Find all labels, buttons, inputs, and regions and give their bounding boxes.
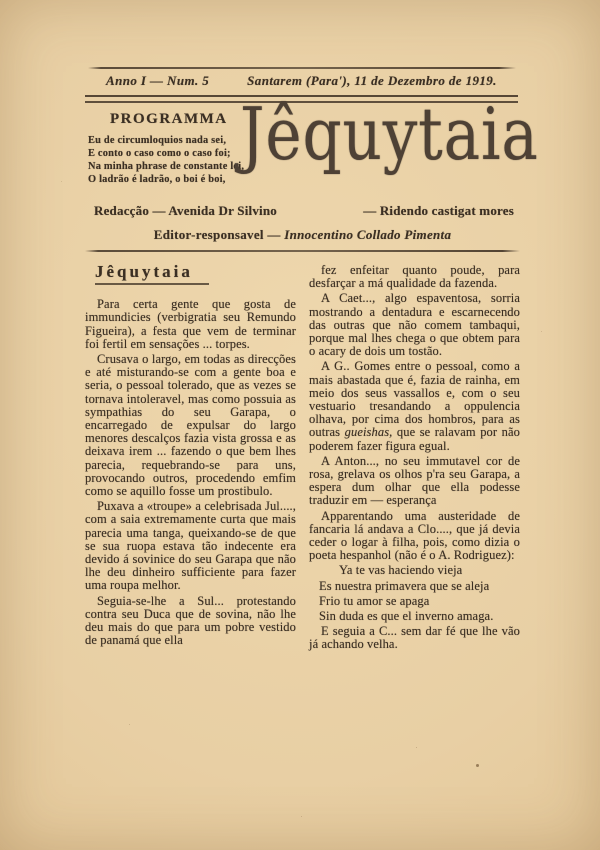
paragraph-text: A G.. Gomes entre o pessoal, como a mais abastada que é, fazia de rainha, em meio dos seus vassallos e, com o seu vestuario tresandando a oppulencia olhava, por cima dos hombros, para as outras bbox=[309, 359, 520, 440]
verse-line: Ya te vas haciendo vieja bbox=[339, 563, 463, 578]
paragraph: Seguia-se-lhe a Sul... protestando contra seu Duca que de sovina, não lhe deu mais do que para um pobre vestido de panamá que ella bbox=[85, 593, 296, 648]
programma-verse bbox=[88, 135, 256, 187]
verse-line: Es nuestra primavera que se aleja bbox=[319, 578, 490, 593]
article-columns bbox=[85, 264, 520, 654]
mid-rule bbox=[85, 250, 520, 252]
redaccao-address: Redacção — Avenida Dr Silvino bbox=[94, 203, 277, 218]
quoted-verse bbox=[309, 564, 520, 623]
issue-line bbox=[88, 73, 516, 89]
editor-name: Innocentino Collado Pimenta bbox=[284, 227, 452, 242]
verse-line: Frio tu amor se apaga bbox=[319, 593, 430, 608]
paragraph bbox=[309, 360, 520, 452]
redaccao-line bbox=[85, 203, 520, 219]
paragraph: E seguia a C... sem dar fé que lhe vão já achando velha. bbox=[309, 624, 520, 652]
programma-block bbox=[88, 111, 256, 187]
programma-title: PROGRAMMA bbox=[110, 111, 228, 127]
paragraph: Para certa gente que gosta de immundicies (verbigratia seu Remundo Figueira), a festa que vem de terminar foi fertil em sensações ... torpes. bbox=[85, 297, 296, 351]
programma-verse-line: O ladrão é ladrão, o boi é boi, bbox=[88, 173, 226, 185]
left-column bbox=[85, 264, 296, 654]
italic-word: gueishas, bbox=[344, 425, 393, 440]
paragraph: fez enfeitar quanto poude, para desfarçar a má qualidade da fazenda. bbox=[309, 263, 520, 291]
issue-place-date: Santarem (Para'), 11 de Dezembro de 1919. bbox=[247, 73, 497, 88]
top-rule bbox=[88, 67, 516, 69]
verse-line: Sin duda es que el inverno amaga. bbox=[319, 609, 494, 624]
issue-number: Anno I — Num. 5 bbox=[106, 73, 210, 88]
article-heading: Jêquytaia bbox=[95, 265, 209, 285]
paragraph: Apparentando uma austeridade de fancaria lá andava a Clo...., que já devia ceder o logar à filha, pois, como dizia o poeta hespanhol (não é o A. Rodriguez): bbox=[309, 508, 520, 563]
right-column bbox=[309, 264, 520, 654]
programma-verse-line: Eu de circumloquios nada sei, bbox=[88, 135, 227, 146]
programma-verse-line: Na minha phrase de constante lei, bbox=[88, 160, 245, 172]
motto: — Ridendo castigat mores bbox=[363, 203, 514, 218]
masthead-title: Jêquytaia bbox=[240, 92, 539, 176]
paragraph: A Caet..., algo espaventosa, sorria mostrando a dentadura e escarnecendo das outras que não comem tambaqui, porque mal lhes chega o que obtem para o acary de dois um tostão. bbox=[309, 291, 520, 359]
paragraph-text: que se ralavam por não poderem fazer figura egual. bbox=[309, 425, 520, 453]
paper-speck bbox=[0, 0, 3, 3]
paragraph: Puxava a «troupe» a celebrisada Jul...., com a saia extremamente curta que mais parecia uma tanga, queixando-se de que se sua ruopa estava tão indecente era devido á sovinice do seu Garapa que não lhe deu dinheiro sufficiente para fazer uma roupa melhor. bbox=[85, 499, 296, 593]
programma-verse-line: E conto o caso como o caso foi; bbox=[88, 147, 231, 159]
paragraph: Crusava o largo, em todas as direcções e até misturando-se com a gente boa e seria, o pessoal tolerado, que as vezes se tornava intoleravel, mas como possuia as sympathias do seu Garapa, o encarregado de expulsar do largo menores descalços fazia vista grossa e as deixava irem ... fazendo o que bem lhes parecia, requebrando-se para uns, provocando outros, procedendo emfim como se aquillo fosse um prostibulo. bbox=[85, 352, 296, 499]
editor-line bbox=[85, 227, 520, 243]
article-heading-row bbox=[85, 264, 296, 298]
editor-label: Editor-responsavel — bbox=[153, 227, 285, 242]
paragraph: A Anton..., no seu immutavel cor de rosa, grelava os olhos p'ra seu Garapa, a espera dum olhar que ella podesse traduzir em — esperança bbox=[309, 453, 520, 508]
